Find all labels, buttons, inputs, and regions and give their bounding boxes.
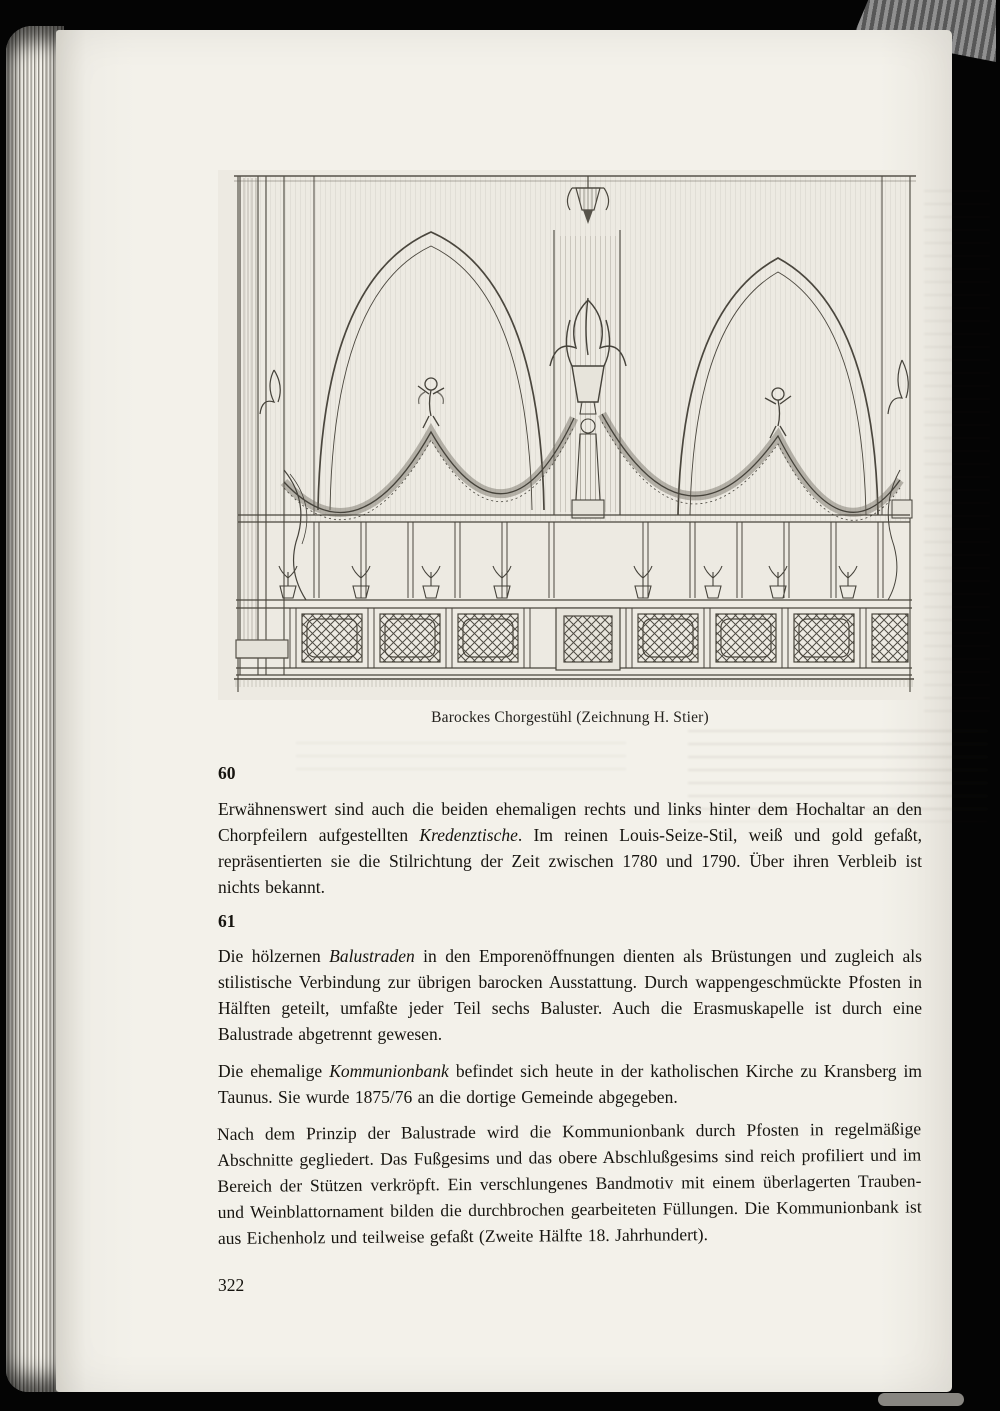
ink-bleed-through xyxy=(924,190,990,720)
paragraph: Erwähnenswert sind auch die beiden ehemaligen rechts und links hinter dem Hochaltar an den Chorpfeilern aufgestellten Kredenztische. Im reinen Louis-Seize-Stil, weiß und gold gefaßt, repräsentierten sie die Stilrichtung der Zeit zwischen 1780 und 1790. Über ihren Verbleib ist nichts bekannt. xyxy=(218,799,922,897)
paragraph: Die ehemalige Kommunionbank befindet sich heute in der katholischen Kirche zu Kransberg im Taunus. Sie wurde 1875/76 an die dortige Gemeinde abgegeben. xyxy=(218,1061,922,1107)
book-cover-corner-bottom xyxy=(878,1393,964,1406)
section-61 xyxy=(218,911,922,1251)
section-60 xyxy=(218,763,922,900)
lattice-panels xyxy=(302,608,908,670)
page-number: 322 xyxy=(218,1275,245,1295)
paragraph: Nach dem Prinzip der Balustrade wird die Kommunionbank durch Pfosten in regelmäßige Abschnitte gegliedert. Das Fußgesims und das obere Abschlußgesims sind reich profiliert und im Bereich der Stützen verkröpft. Ein verschlungenes Bandmotiv mit einem überlagerten Trauben- und Weinblattornament bilden die durchbrochen gearbeiteten Füllungen. Die Kommunionbank ist aus Eichenholz und teilweise gefaßt (Zweite Hälfte 18. Jahrhundert). xyxy=(217,1118,922,1249)
section-number: 60 xyxy=(218,763,236,783)
book-page xyxy=(56,30,952,1392)
section-number: 61 xyxy=(218,911,236,931)
figure xyxy=(218,170,922,727)
page-content xyxy=(218,170,922,1296)
paragraph: Die hölzernen Balustraden in den Emporenöffnungen dienten als Brüstungen und zugleich als stilistische Verbindung zur übrigen barocken Ausstattung. Durch wappengeschmückte Pfosten in Hälften geteilt, umfaßte jeder Teil sechs Baluster. Auch die Erasmuskapelle ist durch eine Balustrade abgetrennt gewesen. xyxy=(218,946,922,1044)
figure-caption: Barockes Chorgestühl (Zeichnung H. Stier) xyxy=(431,709,709,726)
choir-stall-drawing xyxy=(218,170,922,700)
